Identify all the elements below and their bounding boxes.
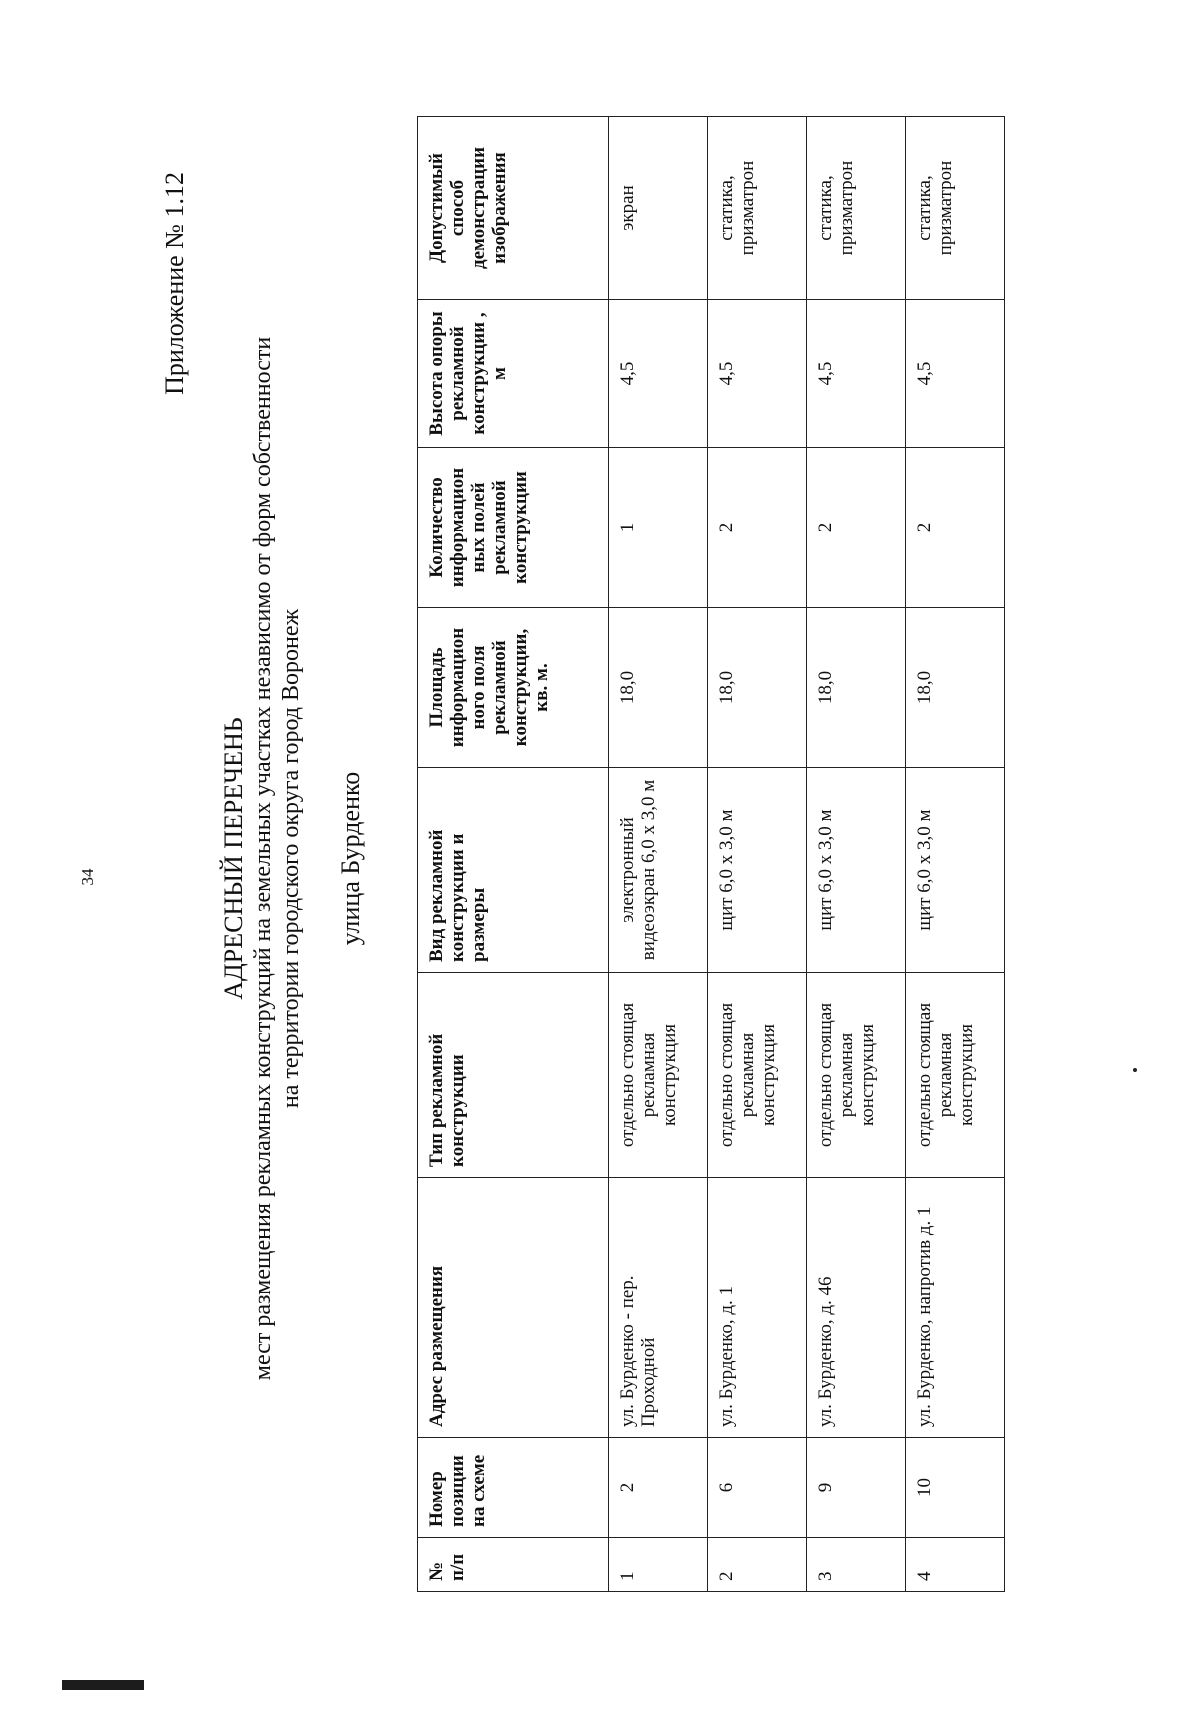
cell-area: 18,0 [708,608,807,768]
cell-method: статика, призматрон [708,117,807,300]
table-row [807,117,906,1592]
header-kind: Вид рекламной конструкции и размеры [418,768,609,973]
cell-num: 4 [906,1538,1005,1592]
cell-type: отдельно стоящая рекламная конструкция [807,973,906,1178]
cell-kind: щит 6,0 х 3,0 м [807,768,906,973]
street-heading: улица Бурденко [336,771,365,946]
cell-type: отдельно стоящая рекламная конструкция [906,973,1005,1178]
title-block [218,0,305,1717]
header-area: Площадь информацион ного поля рекламной конструкции, кв. м. [418,608,609,768]
header-address: Адрес размещения [418,1178,609,1438]
page-number: 34 [78,868,97,886]
cell-method: статика, призматрон [906,117,1005,300]
appendix-label: Приложение № 1.12 [160,172,189,395]
cell-kind: щит 6,0 х 3,0 м [906,768,1005,973]
cell-fields: 2 [807,448,906,608]
cell-num: 2 [708,1538,807,1592]
cell-num: 1 [609,1538,708,1592]
table-row [906,117,1005,1592]
scan-edge-mark [62,1680,144,1690]
cell-method: экран [609,117,708,300]
cell-area: 18,0 [807,608,906,768]
cell-height: 4,5 [807,300,906,448]
cell-address: ул. Бурденко, напротив д. 1 [906,1178,1005,1438]
cell-fields: 2 [708,448,807,608]
placement-table [417,116,1005,1592]
cell-address: ул. Бурденко, д. 46 [807,1178,906,1438]
cell-type: отдельно стоящая рекламная конструкция [708,973,807,1178]
document-subtitle-line-1: мест размещения рекламных конструкций на земельных участках независимо от форм собственности [250,336,276,1381]
cell-position: 2 [609,1438,708,1538]
table-row [708,117,807,1592]
cell-fields: 2 [906,448,1005,608]
cell-address: ул. Бурденко - пер. Проходной [609,1178,708,1438]
cell-area: 18,0 [609,608,708,768]
cell-height: 4,5 [708,300,807,448]
scan-speck [1133,1068,1137,1072]
cell-position: 10 [906,1438,1005,1538]
header-height: Высота опоры рекламной конструкции , м [418,300,609,448]
header-fields: Количество информацион ных полей рекламной конструкции [418,448,609,608]
cell-height: 4,5 [906,300,1005,448]
header-num: № п/п [418,1538,609,1592]
cell-position: 6 [708,1438,807,1538]
header-method: Допустимый способ демонстрации изображения [418,117,609,300]
cell-method: статика, призматрон [807,117,906,300]
cell-fields: 1 [609,448,708,608]
document-subtitle-line-2: на территории городского округа город Воронеж [278,608,304,1109]
document-title: АДРЕСНЫЙ ПЕРЕЧЕНЬ [219,717,248,1000]
header-type: Тип рекламной конструкции [418,973,609,1178]
table-row [609,117,708,1592]
table-header-row [418,117,609,1592]
cell-num: 3 [807,1538,906,1592]
cell-type: отдельно стоящая рекламная конструкция [609,973,708,1178]
cell-kind: щит 6,0 х 3,0 м [708,768,807,973]
header-position: Номер позиции на схеме [418,1438,609,1538]
cell-height: 4,5 [609,300,708,448]
cell-position: 9 [807,1438,906,1538]
cell-kind: электронный видеоэкран 6,0 х 3,0 м [609,768,708,973]
cell-address: ул. Бурденко, д. 1 [708,1178,807,1438]
cell-area: 18,0 [906,608,1005,768]
